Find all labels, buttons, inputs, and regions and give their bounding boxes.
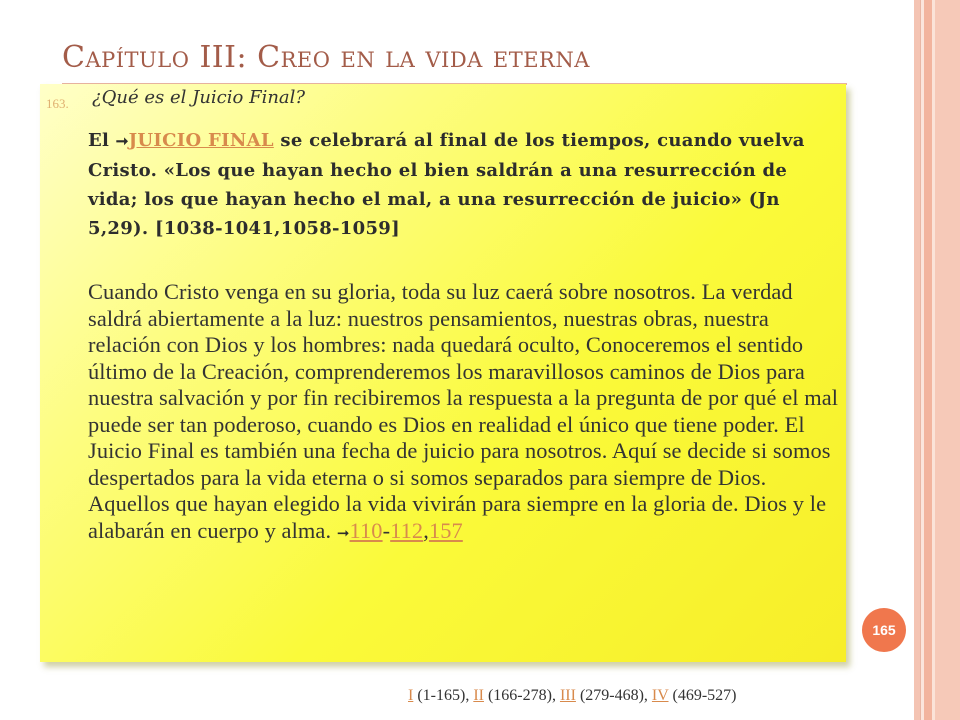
part-link-3[interactable]: III [559,687,576,704]
page-number-badge: 165 [862,608,906,652]
part-range-3: (279-468), [575,687,652,704]
question-text: ¿Qué es el Juicio Final? [92,87,306,108]
answer-paragraph [88,126,840,243]
ref-link-110[interactable]: 110 [349,517,383,543]
answer-text: se celebrará al final de los tiempos, cuando vuelva Cristo. «Los que hayan hecho el bien saldrán a una resurrección de vida; los que hayan hecho el mal, a una resurrección de juicio» (Jn 5,29). [1038-1041,1058-1059] [88,130,805,239]
slide-title: Capítulo III: Creo en la vida eterna [62,40,590,75]
part-link-2[interactable]: II [473,687,484,704]
commentary-text: Cuando Cristo venga en su gloria, toda su luz caerá sobre nosotros. La verdad saldrá abiertamente a la luz: nuestros pensamientos, nuestras obras, nuestra relación con Dios y los hombres: nada quedará oculto, Conoceremos el sentido último de la Creación, comprenderemos los maravillosos caminos de Dios para nuestra salvación y por fin recibiremos la respuesta a la pregunta de por qué el mal puede ser tan poderoso, cuando es Dios en realidad el único que tiene poder. El Juicio Final es también una fecha de juicio para nosotros. Aquí se decide si somos despertados para la vida eterna o si somos separados para siempre de Dios. Aquellos que hayan elegido la vida vivirán para siempre en la gloria de. Dios y le alabarán en cuerpo y alma. [88,279,839,543]
part-link-4[interactable]: IV [651,687,669,704]
answer-prefix: El [88,130,116,151]
commentary-paragraph [88,279,846,547]
ref-separator: , [423,517,429,543]
stripe [935,0,960,720]
footer-part-links [408,687,737,705]
arrow-icon: ➞ [115,132,129,150]
ref-link-112[interactable]: 112 [390,517,424,543]
juicio-final-link[interactable]: JUICIO FINAL [128,130,274,151]
right-divider-line [920,0,921,720]
stripe [924,0,932,720]
ref-separator: - [382,517,391,543]
question-number: 163. [46,96,69,111]
ref-link-157[interactable]: 157 [428,517,463,543]
part-range-1: (1-165), [413,687,474,704]
part-range-2: (166-278), [483,687,560,704]
arrow-icon: ➞ [336,525,350,542]
part-range-4: (469-527) [668,687,737,704]
part-link-1[interactable]: I [408,687,414,704]
